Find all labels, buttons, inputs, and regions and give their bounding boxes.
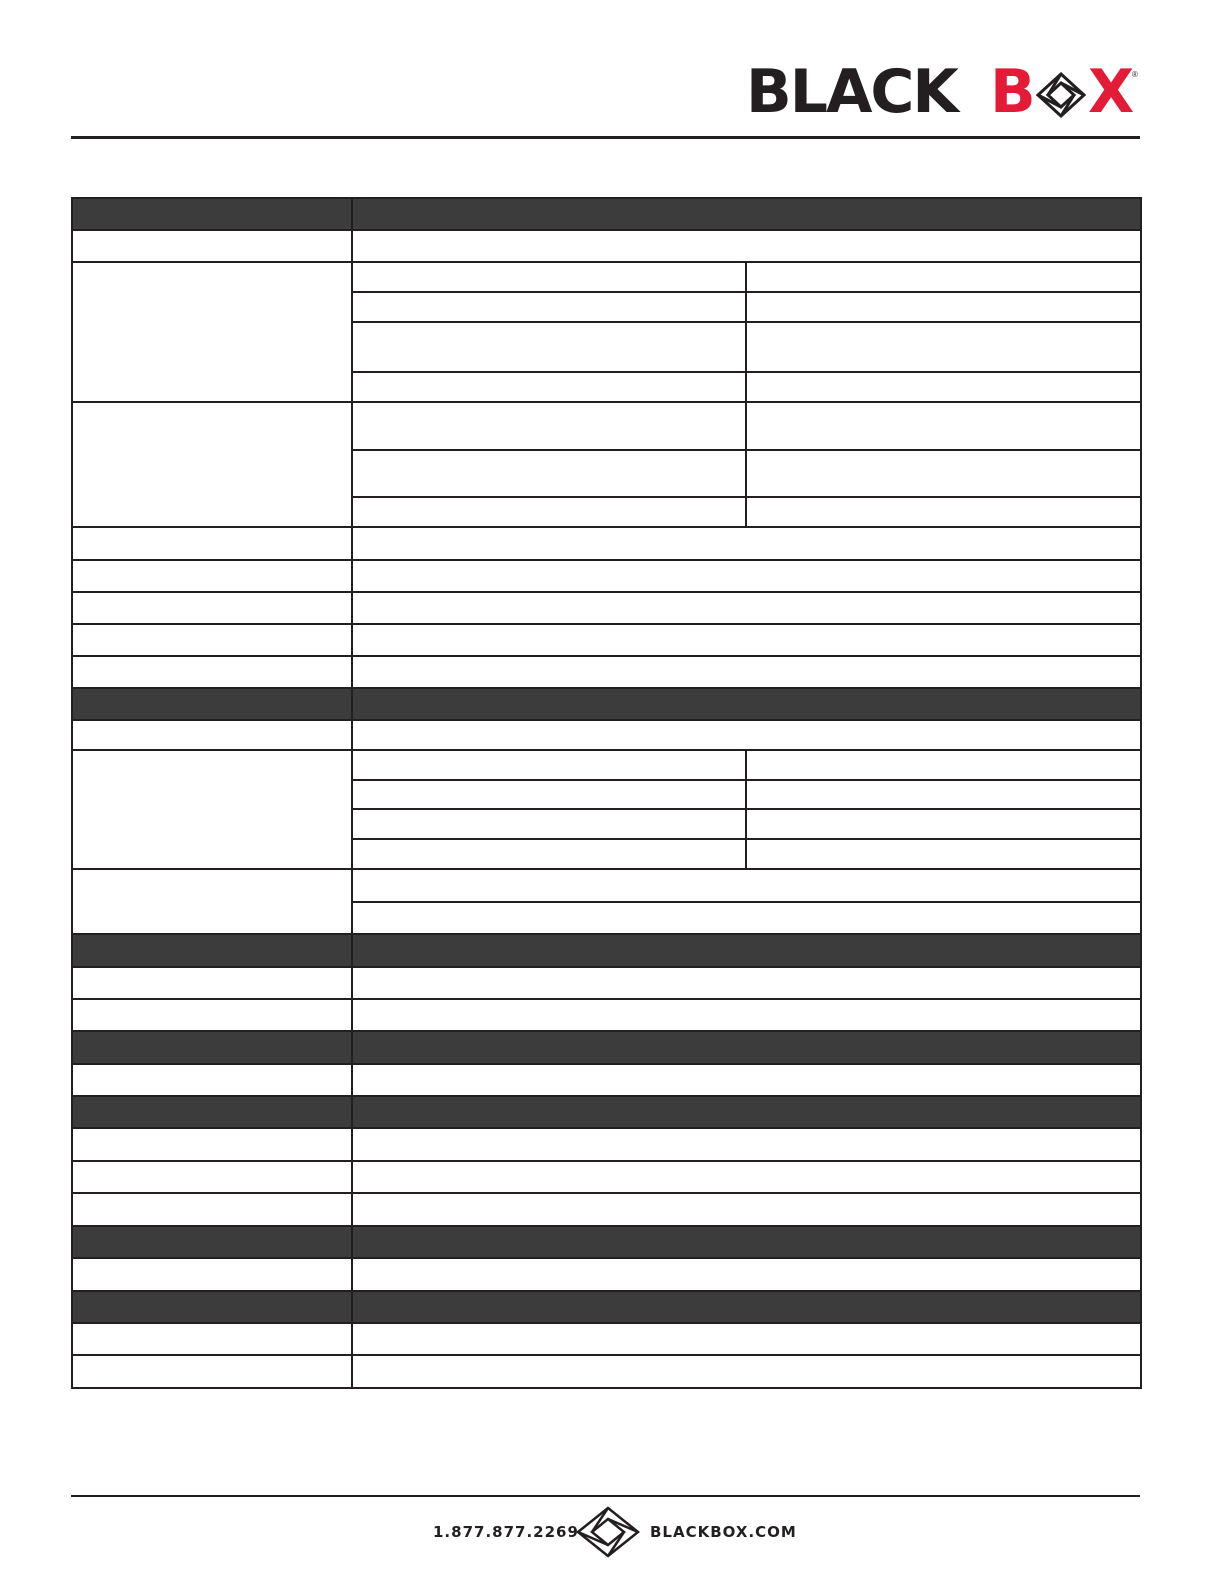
footer-phone: 1.877.877.2269 (433, 1523, 579, 1541)
table-row (72, 999, 1141, 1031)
table-row (72, 1355, 1141, 1388)
table-row (72, 1323, 1141, 1355)
section-header-value-cell (352, 1031, 1141, 1064)
table-row (72, 560, 1141, 592)
table-row (72, 262, 1141, 292)
spec-value-cell (352, 656, 1141, 688)
spec-value-cell (352, 230, 1141, 262)
spec-label-cell (72, 999, 352, 1031)
table-row (72, 750, 1141, 780)
spec-value-cell (352, 1128, 1141, 1161)
table-row (72, 869, 1141, 902)
table-row (72, 656, 1141, 688)
spec-value-cell (352, 560, 1141, 592)
box-diamond-icon (1036, 72, 1086, 118)
spec-value-cell (352, 527, 1141, 560)
table-row (72, 967, 1141, 999)
table-row (72, 592, 1141, 624)
spec-value-cell (352, 999, 1141, 1031)
spec-value-cell (352, 592, 1141, 624)
spec-subvalue-cell (746, 262, 1141, 292)
spec-label-cell (72, 967, 352, 999)
table-row (72, 402, 1141, 450)
spec-label-cell (72, 624, 352, 656)
section-header-label-cell (72, 198, 352, 230)
spec-subvalue-cell (746, 780, 1141, 809)
spec-subvalue-cell (352, 322, 746, 372)
section-header-row (72, 688, 1141, 720)
registered-mark: ® (1132, 70, 1138, 79)
table-row (72, 1064, 1141, 1096)
spec-value-cell (352, 869, 1141, 902)
table-row (72, 1161, 1141, 1193)
footer-website-link[interactable]: BLACKBOX.COM (650, 1523, 797, 1541)
spec-subvalue-cell (746, 839, 1141, 869)
spec-subvalue-cell (352, 497, 746, 527)
spec-label-cell (72, 592, 352, 624)
spec-label-cell (72, 402, 352, 527)
spec-subvalue-cell (746, 292, 1141, 322)
section-header-value-cell (352, 934, 1141, 967)
section-header-value-cell (352, 1096, 1141, 1128)
spec-subvalue-cell (352, 292, 746, 322)
section-header-row (72, 1096, 1141, 1128)
spec-label-cell (72, 720, 352, 750)
section-header-row (72, 1291, 1141, 1323)
spec-subvalue-cell (746, 750, 1141, 780)
spec-subvalue-cell (352, 450, 746, 497)
spec-value-cell (352, 1258, 1141, 1291)
section-header-row (72, 198, 1141, 230)
spec-subvalue-cell (352, 402, 746, 450)
spec-label-cell (72, 1128, 352, 1161)
spec-value-cell (352, 1323, 1141, 1355)
section-header-value-cell (352, 198, 1141, 230)
section-header-label-cell (72, 688, 352, 720)
black-box-logo (744, 57, 1140, 127)
spec-subvalue-cell (352, 372, 746, 402)
table-row (72, 1258, 1141, 1291)
section-header-value-cell (352, 1291, 1141, 1323)
section-header-label-cell (72, 1226, 352, 1258)
logo-letter-b: B (990, 57, 1034, 127)
logo-word-black: BLACK (746, 57, 957, 127)
table-row (72, 1193, 1141, 1226)
spec-value-cell (352, 624, 1141, 656)
spec-subvalue-cell (352, 262, 746, 292)
spec-subvalue-cell (746, 322, 1141, 372)
section-header-row (72, 934, 1141, 967)
section-header-row (72, 1031, 1141, 1064)
table-row (72, 527, 1141, 560)
spec-subvalue-cell (746, 372, 1141, 402)
section-header-label-cell (72, 934, 352, 967)
spec-subvalue-cell (746, 450, 1141, 497)
spec-value-cell (352, 720, 1141, 750)
table-row (72, 624, 1141, 656)
section-header-label-cell (72, 1031, 352, 1064)
spec-subvalue-cell (352, 780, 746, 809)
section-header-label-cell (72, 1291, 352, 1323)
spec-label-cell (72, 1193, 352, 1226)
spec-label-cell (72, 1258, 352, 1291)
spec-value-cell (352, 967, 1141, 999)
spec-label-cell (72, 560, 352, 592)
spec-subvalue-cell (352, 839, 746, 869)
section-header-value-cell (352, 1226, 1141, 1258)
spec-label-cell (72, 262, 352, 402)
specifications-table (71, 197, 1142, 1389)
spec-label-cell (72, 656, 352, 688)
spec-label-cell (72, 750, 352, 869)
box-diamond-icon (576, 1506, 640, 1558)
section-header-row (72, 1226, 1141, 1258)
spec-label-cell (72, 527, 352, 560)
spec-value-cell (352, 902, 1141, 934)
spec-value-cell (352, 1064, 1141, 1096)
spec-subvalue-cell (746, 497, 1141, 527)
table-row (72, 720, 1141, 750)
logo-letter-x: X (1088, 57, 1133, 127)
section-header-label-cell (72, 1096, 352, 1128)
spec-subvalue-cell (352, 809, 746, 839)
spec-label-cell (72, 869, 352, 934)
spec-subvalue-cell (352, 750, 746, 780)
table-row (72, 230, 1141, 262)
spec-label-cell (72, 1064, 352, 1096)
spec-label-cell (72, 230, 352, 262)
footer-divider (71, 1495, 1140, 1497)
section-header-value-cell (352, 688, 1141, 720)
table-row (72, 1128, 1141, 1161)
spec-value-cell (352, 1355, 1141, 1388)
spec-value-cell (352, 1193, 1141, 1226)
footer (0, 1506, 1224, 1558)
spec-label-cell (72, 1323, 352, 1355)
header-divider (71, 136, 1140, 139)
spec-value-cell (352, 1161, 1141, 1193)
spec-subvalue-cell (746, 809, 1141, 839)
spec-subvalue-cell (746, 402, 1141, 450)
spec-label-cell (72, 1355, 352, 1388)
spec-label-cell (72, 1161, 352, 1193)
